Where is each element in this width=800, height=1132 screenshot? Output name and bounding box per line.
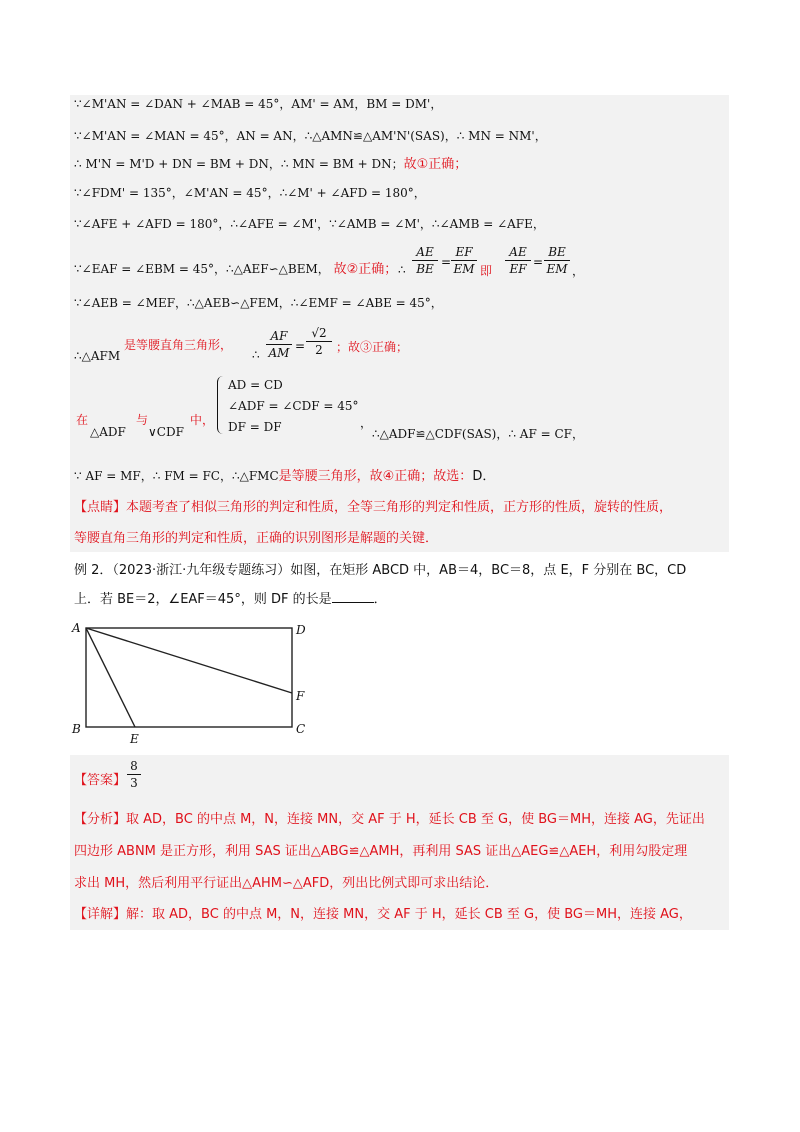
solution-line-6-math: ∵∠EAF = ∠EBM = 45°，∴△AEF∽△BEM， <box>74 262 330 276</box>
fraction-denominator: EM <box>451 260 477 277</box>
equals-sign: = <box>295 339 306 353</box>
remark-line-2: 等腰直角三角形的判定和性质，正确的识别图形是解题的关键． <box>74 531 439 546</box>
solution-line-3 <box>74 156 467 173</box>
label-zai: 在 <box>76 413 89 427</box>
system-eq-3: DF = DF <box>228 420 282 434</box>
equals-sign: = <box>441 255 452 269</box>
therefore-symbol: ∴ <box>252 348 260 362</box>
equals-sign: = <box>533 255 544 269</box>
fraction-denominator: AM <box>266 344 292 361</box>
question-text: 上．若 BE＝2，∠EAF＝45°，则 DF 的长是 <box>74 592 332 607</box>
label-c: C <box>296 722 306 736</box>
solution-line-6 <box>74 261 397 278</box>
fraction-sqrt2-over-2 <box>306 325 332 358</box>
solution-line-9-conclusion: ∴△ADF≌△CDF(SAS)，∴ AF = CF， <box>372 427 584 441</box>
therefore-symbol: ∴ <box>398 263 406 277</box>
detail-tag: 【详解】 <box>74 907 127 922</box>
fraction-denominator: 2 <box>306 341 332 358</box>
solution-line-2: ∵∠M'AN = ∠MAN = 45°，AN = AN，∴△AMN≌△AM'N'(SAS)，∴ MN = NM'， <box>74 129 547 143</box>
remark-line-1 <box>74 499 672 517</box>
rectangle-abcd <box>86 628 292 727</box>
question-line-1: 例 2．（2023·浙江·九年级专题练习）如图，在矩形 ABCD 中，AB＝4，BC＝8，点 E，F 分别在 BC，CD <box>74 563 687 578</box>
question-line-2 <box>74 591 387 609</box>
rectangle-figure <box>66 616 306 746</box>
analysis-line-2: 四边形 ABNM 是正方形，利用 SAS 证出△ABG≌△AMH，再利用 SAS 证出△AEG≌△AEH，利用勾股定理 <box>74 844 688 859</box>
answer-tag: 【答案】 <box>74 773 127 788</box>
detail-line-1 <box>74 906 692 924</box>
label-d: D <box>296 623 306 637</box>
solution-line-5: ∵∠AFE + ∠AFD = 180°，∴∠AFE = ∠M'，∵∠AMB = ∠M'，∴∠AMB = ∠AFE， <box>74 217 545 231</box>
solution-line-4: ∵∠FDM' = 135°，∠M'AN = 45°，∴∠M' + ∠AFD = 180°， <box>74 186 426 200</box>
conclusion-1: 故①正确； <box>403 157 468 172</box>
conclusion-4: 是等腰三角形，故④正确；故选： <box>278 469 473 484</box>
analysis-text-1: 取 AD，BC 的中点 M，N，连接 MN，交 AF 于 H，延长 CB 至 G，使 BG＝MH，连接 AG，先证出 <box>126 812 705 827</box>
answer-denominator: 3 <box>127 774 141 791</box>
isosceles-right-label: 是等腰直角三角形， <box>124 338 233 352</box>
fraction-numerator: AF <box>270 329 288 343</box>
label-f: F <box>296 689 305 703</box>
fraction-denominator: EM <box>544 260 570 277</box>
comma: ， <box>572 264 585 278</box>
segment-ae <box>86 628 135 727</box>
solution-line-7: ∵∠AEB = ∠MEF，∴△AEB∽△FEM，∴∠EMF = ∠ABE = 45°， <box>74 296 443 310</box>
solution-line-8-math: ∴△AFM <box>74 349 121 363</box>
segment-af <box>86 628 292 693</box>
solution-line-1: ∵∠M'AN = ∠DAN + ∠MAB = 45°，AM' = AM，BM = DM'， <box>74 97 443 111</box>
label-yu: 与 <box>136 413 149 427</box>
fraction-denominator: BE <box>412 260 438 277</box>
analysis-line-3: 求出 MH，然后利用平行证出△AHM∽△AFD，列出比例式即可求出结论． <box>74 876 499 891</box>
solution-line-10 <box>74 468 495 485</box>
fraction-be-em <box>544 244 570 277</box>
fraction-numerator: √2 <box>311 326 327 340</box>
conclusion-3: ；故③正确； <box>336 340 409 354</box>
fraction-numerator: EF <box>455 245 473 259</box>
conclusion-2: 故②正确； <box>333 262 398 277</box>
triangle-adf: △ADF <box>90 425 126 439</box>
solution-line-10-math: ∵ AF = MF，∴ FM = FC，∴△FMC <box>74 469 279 483</box>
system-eq-1: AD = CD <box>228 378 283 392</box>
fraction-af-am <box>266 328 292 361</box>
answer-numerator: 8 <box>130 759 138 773</box>
fraction-ae-ef <box>505 244 531 277</box>
comma: ， <box>360 416 373 430</box>
remark-text-1: 本题考查了相似三角形的判定和性质，全等三角形的判定和性质，正方形的性质，旋转的性质， <box>126 500 673 515</box>
triangle-cdf: ∨CDF <box>148 425 184 439</box>
label-zhong: 中， <box>190 413 215 427</box>
answer-choice: D． <box>472 469 496 484</box>
namely-label: 即 <box>480 264 493 278</box>
answer-fraction <box>127 758 141 791</box>
analysis-tag: 【分析】 <box>74 812 127 827</box>
label-b: B <box>72 722 81 736</box>
answer-blank <box>332 591 374 603</box>
detail-text-1: 解：取 AD，BC 的中点 M，N，连接 MN，交 AF 于 H，延长 CB 至 G，使 BG＝MH，连接 AG， <box>126 907 692 922</box>
fraction-denominator: EF <box>505 260 531 277</box>
fraction-numerator: AE <box>416 245 434 259</box>
system-brace <box>217 376 225 434</box>
label-e: E <box>130 732 139 746</box>
fraction-numerator: AE <box>509 245 527 259</box>
fraction-numerator: BE <box>548 245 566 259</box>
question-end: ． <box>373 592 387 607</box>
label-a: A <box>72 621 81 635</box>
analysis-line-1 <box>74 811 705 829</box>
fraction-ef-em <box>451 244 477 277</box>
solution-line-3-math: ∴ M'N = M'D + DN = BM + DN，∴ MN = BM + DN； <box>74 157 404 171</box>
remark-tag: 【点睛】 <box>74 500 127 515</box>
solution-line-8 <box>74 348 120 364</box>
fraction-ae-be <box>412 244 438 277</box>
system-eq-2: ∠ADF = ∠CDF = 45° <box>228 399 359 413</box>
